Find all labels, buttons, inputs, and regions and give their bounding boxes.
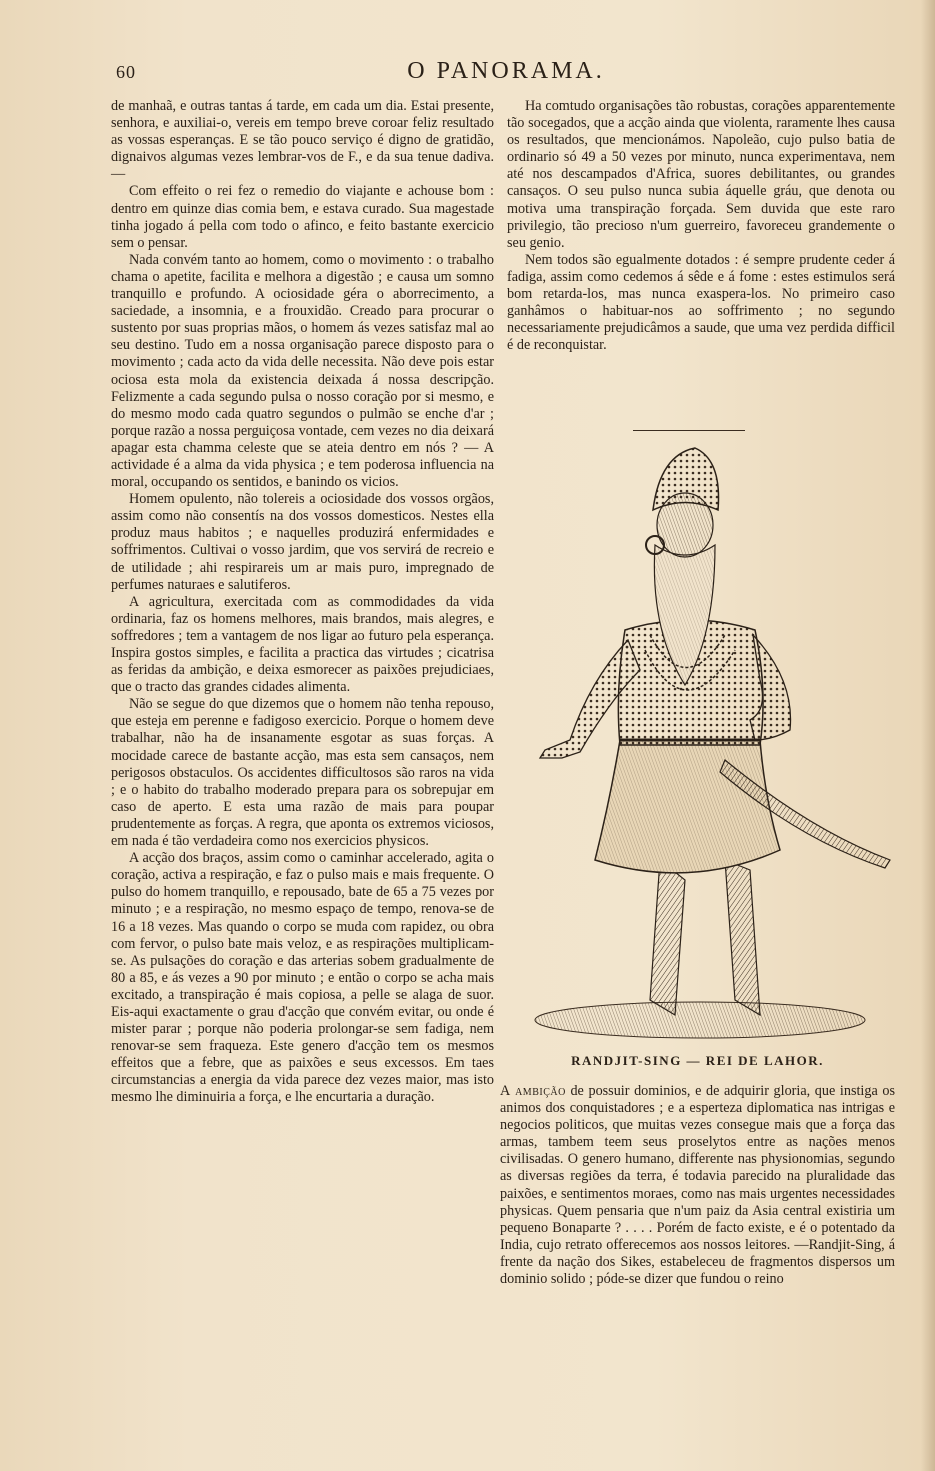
left-column — [111, 98, 494, 1107]
portrait-illustration — [510, 440, 900, 1040]
paragraph-text: de possuir dominios, e de adquirir gloria, que instiga os animos dos conquistadores ; e a esperteza diplomatica nas intrigas e negocios politicos, que muitas vezes consegue mais que a força das armas, tambem teem seus proselytos entre as nações menos civilisadas. O genero humano, differente nas physionomias, segundo as diversas regiões da terra, é todavia parecido na pluralidade das paixões, e sentimentos moraes, como nas mais urgentes necessidades physicas. Quem pensaria que n'um paiz da Asia central existiria um pequeno Bonaparte ? . . . . Porém de facto existe, e é o potentado da India, cujo retrato offerecemos aos nossos leitores. —Randjit-Sing, á frente da nação dos Sikes, estabeleceu de fragmentos dispersos um dominio solido ; póde-se dizer que fundou o reino — [500, 1083, 895, 1288]
paragraph: Não se segue do que dizemos que o homem não tenha repouso, que esteja em perenne e fadigoso exercicio. Porque o homem deve trabalhar, não ha de insanamente esgotar as suas forças. A mocidade carece de bastante acção, mas esta sem cansaços, nem perigosos obstaculos. Os accidentes difficultosos são raros na vida ; e o habito do trabalho moderado prepara para os sobrepujar em caso de aperto. E esta uma razão de mais para poupar prudentemente as forças. A regra, que aponta os extremos viciosos, em nada é tão verdadeira como nos exercicios physicos. — [111, 696, 494, 850]
right-column-bottom — [500, 1083, 895, 1288]
page-header — [116, 58, 896, 88]
paragraph: Nem todos são egualmente dotados : é sempre prudente ceder á fadiga, assim como cedemos á sêde e á fome : estes estimulos será bom retarda-los, mas nunca exaspera-los. No primeiro caso ganhâmos o habituar-nos ao soffrimento ; no segundo necessariamente prejudicâmos a saude, que uma vez perdida difficil é de reconquistar. — [507, 251, 895, 354]
paragraph: Ha comtudo organisações tão robustas, corações apparentemente tão socegados, que a acção ainda que violenta, raramente lhes causa os resultados, que mencionámos. Napoleão, cujo pulso batia de ordinario só 49 a 50 vezes por minuto, nunca experimentava, nem até nos descampados d'Africa, suores debilitantes, ou grandes cansaços. O seu pulso nunca subia áquelle gráu, que denota ou motiva uma transpiração forçada. Sem duvida que este raro privilegio, tão precioso n'um guerreiro, favoreceu grandemente o seu genio. — [507, 98, 895, 251]
right-column-top — [507, 98, 895, 354]
section-divider — [633, 430, 745, 431]
paragraph: Com effeito o rei fez o remedio do viajante e achouse bom : dentro em quinze dias comia bem, e estava curado. Sua magestade tinha jogado á pella com todo o afinco, e feito bastante exercicio sem o pensar. — [111, 183, 494, 251]
page-number: 60 — [116, 62, 136, 82]
engraving-figure-image — [510, 440, 900, 1040]
page-edge-shadow — [921, 0, 935, 1471]
paragraph: Homem opulento, não tolereis a ociosidade dos vossos orgãos, assim como não consentís na dos vossos domesticos. Nestes ella produz maus habitos ; e naquelles produzirá enfermidades e soffrimentos. Cultivai o vosso jardim, que vos servirá de recreio e de utilidade ; ahi respirareis um ar mais puro, impregnado de perfumes naturaes e salutiferos. — [111, 491, 494, 593]
paragraph: A acção dos braços, assim como o caminhar accelerado, agita o coração, activa a respiração, e faz o pulso mais e mais frequente. O pulso do homem tranquillo, e repousado, bate de 65 a 75 vezes por minuto ; e a respiração, no mesmo espaço de tempo, renova-se de 16 a 18 vezes. Mas quando o corpo se muda com rapidez, ou obra com fervor, o pulso bate mais veloz, e as respirações multiplicam-se. As pulsações do coração e das arterias sobem gradualmente de 80 a 85, e ás vezes a 90 por minuto ; e então o corpo se acha mais excitado, a transpiração é mais copiosa, a pelle se alaga de suor. Eis-aqui exactamente o grau d'acção que convém evitar, ou onde é mister parar ; porque não poderia prolongar-se sem fadiga, nem renovar-se sem fraqueza. Este genero d'acção tem os mesmos effeitos que a febre, que as paixões e seus excessos. Em taes circumstancias a energia da vida parece dez vezes maior, mas isto mesmo lhe diminuiria a força, e lhe encurtaria a duração. — [111, 850, 494, 1106]
lead-in: A ambição — [500, 1083, 566, 1099]
paragraph — [500, 1083, 895, 1288]
paragraph: de manhaã, e outras tantas á tarde, em cada um dia. Estai presente, senhora, e auxiliai-o, vereis em tempo breve coroar feliz resultado as vossas esperanças. E se tão pouco serviço é digno de gratidão, dignaivos algumas vezes lembrar-vos de F., e da sua tenue dadiva. — — [111, 98, 494, 183]
figure-caption: RANDJIT-SING — REI DE LAHOR. — [571, 1053, 824, 1068]
paragraph: A agricultura, exercitada com as commodidades da vida ordinaria, faz os homens melhores, mais brandos, mais alegres, e soffredores ; tem a vantagem de nos ligar ao futuro pela esperança. Inspira gostos simples, e facilita a practica das virtudes ; cicatrisa as feridas da ambição, e deixa esmorecer as paixões prejudiciaes, que o tracto das grandes cidades alimenta. — [111, 593, 494, 696]
paragraph: Nada convém tanto ao homem, como o movimento : o trabalho chama o apetite, facilita e melhora a digestão ; e causa um somno tranquillo e profundo. A ociosidade géra o aborrecimento, a saciedade, a insomnia, e a frouxidão. Creado para procurar o sustento por suas proprias mãos, o homem ás vezes satisfaz mal ao seu destino. Tudo em a nossa organisação parece disposto para o movimento ; cada acto da vida delle necessita. Não deve pois estar ociosa esta mola da existencia deixada á nossa descripção. Felizmente a cada segundo pulsa o nosso coração por si mesmo, e do mesmo modo cada quatro segundos o pulmão se enche d'ar ; porque razão a nossa perguiçosa vontade, cem vezes no dia deixará apagar esta chamma celeste que se ateia dentro em nós ? — A actividade é a alma da vida physica ; e tem poderosa influencia na moral, occupando os sentidos, e banindo os vicios. — [111, 251, 494, 491]
journal-title: O PANORAMA. — [407, 58, 605, 84]
